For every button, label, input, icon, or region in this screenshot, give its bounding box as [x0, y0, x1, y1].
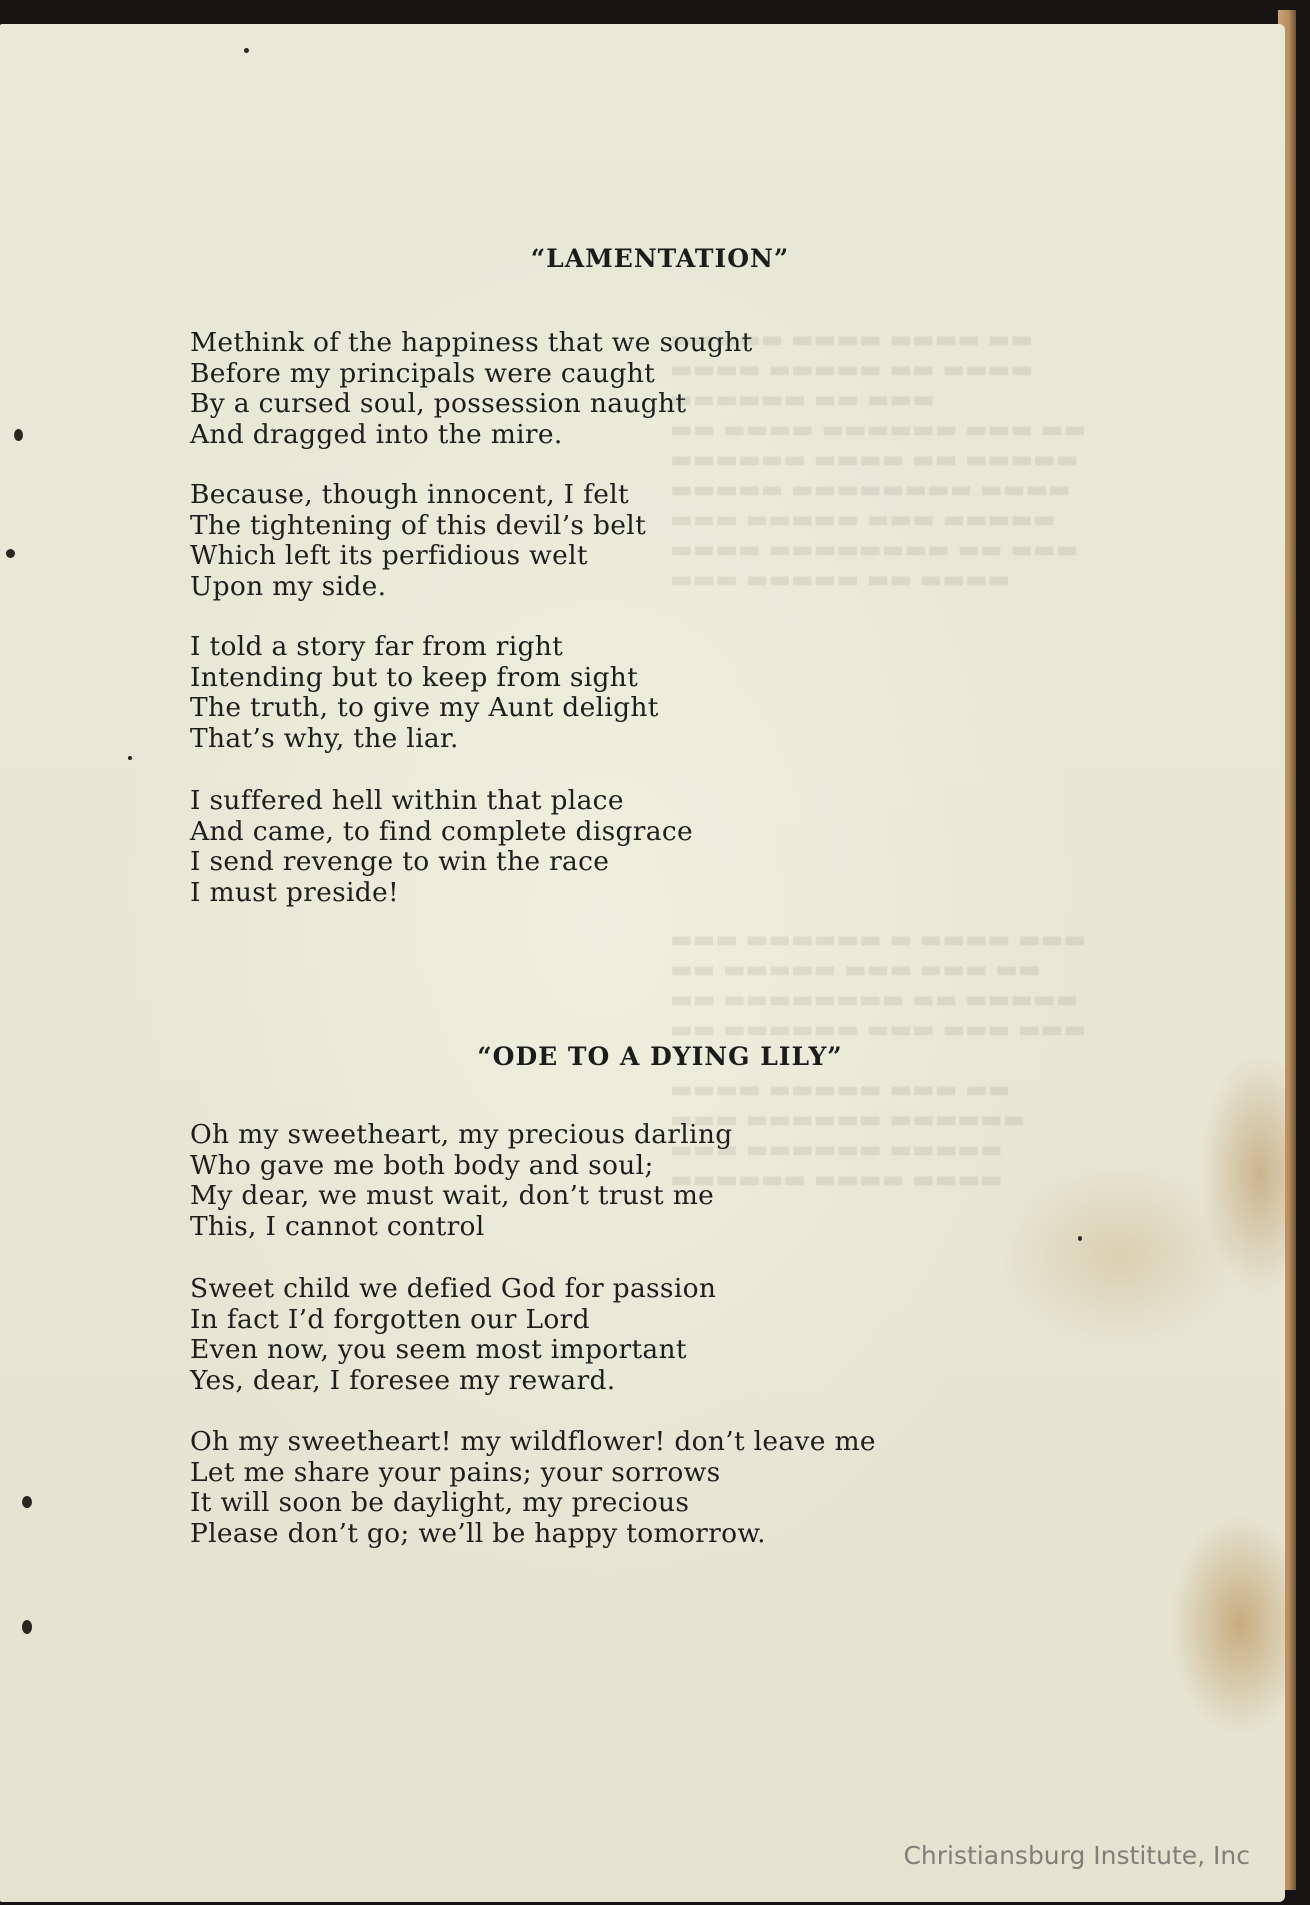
poem-line: Before my principals were caught: [190, 357, 656, 389]
poem-line: That’s why, the liar.: [190, 722, 459, 754]
poem-line: Which left its perfidious welt: [190, 540, 588, 572]
poem-line: Sweet child we defied God for passion: [190, 1273, 717, 1304]
poem-line: And dragged into the mire.: [190, 418, 563, 450]
poem-line: I told a story far from right: [190, 631, 564, 662]
poem-line: Intending but to keep from sight: [190, 661, 639, 693]
poem-line: Please don’t go; we’ll be happy tomorrow.: [190, 1517, 766, 1549]
stanza: [190, 328, 753, 450]
poem-line: Oh my sweetheart, my precious darling: [190, 1119, 733, 1150]
poem-line: Let me share your pains; your sorrows: [190, 1456, 721, 1488]
poem-line: It will soon be daylight, my precious: [190, 1487, 690, 1519]
stanza: [190, 1427, 876, 1549]
poem-line: By a cursed soul, possession naught: [190, 388, 687, 420]
poem-line: My dear, we must wait, don’t trust me: [190, 1180, 715, 1212]
poem-line: Upon my side.: [190, 570, 387, 602]
poem-line: In fact I’d forgotten our Lord: [190, 1303, 590, 1335]
binding-mark: [6, 549, 15, 558]
paper-sheet: [0, 24, 1285, 1902]
stanza: [190, 786, 693, 908]
poem-line: Oh my sweetheart! my wildflower! don’t leave me: [190, 1426, 876, 1457]
poem-line: The truth, to give my Aunt delight: [190, 692, 659, 724]
poem-line: This, I cannot control: [190, 1210, 485, 1242]
poem-title-lamentation: “LAMENTATION”: [530, 244, 790, 273]
poem-line: I send revenge to win the race: [190, 846, 610, 878]
show-through-texture: ▬▬▬▬▬ ▬▬▬▬ ▬▬▬▬ ▬▬ ▬▬▬▬ ▬▬▬▬▬ ▬▬ ▬▬▬▬ ▬▬▬▬▬▬ ▬▬ ▬▬▬ ▬▬ ▬▬▬▬ ▬▬▬▬▬▬ ▬▬▬ ▬▬ ▬▬▬▬▬▬ ▬▬▬▬ ▬▬ ▬▬▬▬▬ ▬▬▬▬▬ ▬▬▬▬▬▬▬▬ ▬▬▬▬ ▬▬▬ ▬▬▬▬▬ ▬▬▬ ▬▬▬▬▬ ▬▬▬▬ ▬▬▬▬▬▬▬▬ ▬▬ ▬▬▬ ▬▬▬ ▬▬▬▬▬ ▬▬ ▬▬▬▬: [670, 325, 1087, 593]
poem-line: Methink of the happiness that we sought: [190, 327, 753, 358]
paper-speck: [128, 756, 132, 760]
stanza: [190, 1120, 732, 1242]
poem-line: The tightening of this devil’s belt: [190, 509, 647, 541]
poem-line: And came, to find complete disgrace: [190, 815, 693, 847]
binding-mark: [22, 1620, 32, 1634]
poem-line: Because, though innocent, I felt: [190, 479, 629, 510]
watermark: Christiansburg Institute, Inc: [903, 1841, 1250, 1870]
poem-line: Even now, you seem most important: [190, 1334, 687, 1366]
paper-speck: [1078, 1236, 1082, 1241]
stanza: [190, 1274, 716, 1396]
poem-line: Who gave me both body and soul;: [190, 1149, 654, 1181]
stanza: [190, 480, 646, 602]
stanza: [190, 632, 659, 754]
poem-title-ode-to-a-dying-lily: “ODE TO A DYING LILY”: [477, 1042, 843, 1071]
poem-line: I suffered hell within that place: [190, 785, 624, 816]
poem-line: I must preside!: [190, 876, 399, 908]
binding-mark: [22, 1496, 32, 1508]
show-through-texture-2: ▬▬▬ ▬▬▬▬▬▬ ▬ ▬▬▬▬ ▬▬▬ ▬▬ ▬▬▬▬▬ ▬▬▬ ▬▬▬ ▬▬ ▬▬ ▬▬▬▬▬▬▬▬ ▬▬ ▬▬▬▬▬ ▬▬ ▬▬▬▬▬▬ ▬▬▬ ▬▬▬ ▬▬▬ ▬▬▬▬ ▬▬▬▬▬ ▬▬▬ ▬▬ ▬▬▬ ▬▬▬▬▬▬ ▬▬▬▬▬▬ ▬▬▬ ▬▬▬▬▬▬ ▬▬▬▬▬ ▬▬▬▬▬▬ ▬▬▬▬ ▬▬▬▬: [670, 925, 1087, 1193]
poem-line: Yes, dear, I foresee my reward.: [190, 1364, 616, 1396]
paper-speck: [244, 48, 249, 53]
binding-mark: [14, 429, 23, 441]
